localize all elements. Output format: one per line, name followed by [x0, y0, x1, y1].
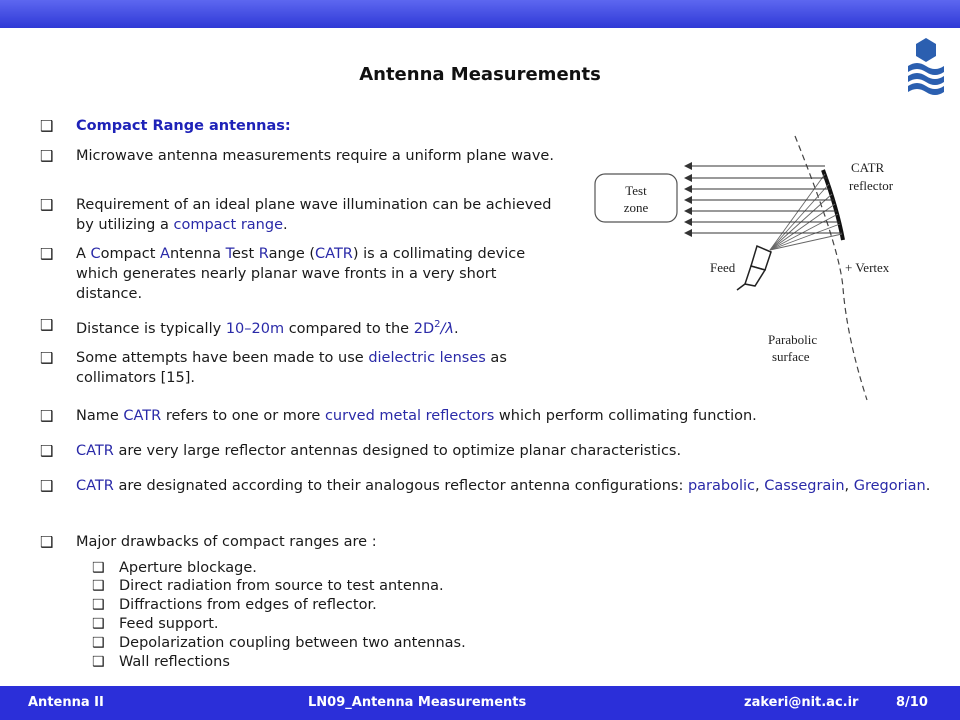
- top-banner: [0, 0, 960, 28]
- checkbox-square-icon: ❑: [40, 117, 54, 135]
- bullet-drawbacks: ❑ Major drawbacks of compact ranges are :: [40, 533, 377, 551]
- checkbox-square-icon: ❑: [40, 477, 54, 495]
- bullet-plane-wave: ❑ Microwave antenna measurements require a uniform plane wave.: [40, 147, 554, 165]
- checkbox-square-icon: ❑: [92, 578, 105, 594]
- catr-diagram: [585, 128, 905, 403]
- checkbox-square-icon: ❑: [92, 560, 105, 576]
- checkbox-square-icon: ❑: [40, 316, 54, 334]
- catr-reflector-label: reflector: [849, 178, 894, 193]
- checkbox-square-icon: ❑: [40, 196, 54, 214]
- plane-wave-arrows: [685, 166, 842, 233]
- surface-label: surface: [772, 349, 810, 364]
- checkbox-square-icon: ❑: [40, 147, 54, 165]
- checkbox-square-icon: ❑: [40, 533, 54, 551]
- checkbox-square-icon: ❑: [40, 442, 54, 460]
- test-zone-label: Test: [625, 183, 647, 198]
- bullet-catr-name: ❑ Name CATR refers to one or more curved metal reflectors which perform collimating function.: [40, 407, 757, 425]
- checkbox-square-icon: ❑: [92, 654, 105, 670]
- feed-horn-icon: [737, 246, 771, 290]
- bullet-catr-designated: ❑ CATR are designated according to their analogous reflector antenna configurations: parabolic, Cassegrain, Gregorian.: [40, 477, 931, 495]
- bullet-catr-definition: ❑ A Compact Antenna Test Range (CATR) is a collimating device which generates nearly planar wave fronts in a very short distance.: [40, 245, 526, 302]
- checkbox-square-icon: ❑: [40, 407, 54, 425]
- checkbox-square-icon: ❑: [92, 597, 105, 613]
- page-title: Antenna Measurements: [359, 64, 601, 85]
- university-logo: [904, 36, 948, 96]
- test-zone-label-2: zone: [623, 200, 649, 215]
- footer-email[interactable]: zakeri@nit.ac.ir: [744, 695, 859, 710]
- bullet-dielectric-lenses: ❑ Some attempts have been made to use dielectric lenses as collimators [15].: [40, 349, 507, 386]
- bullet-distance: ❑ Distance is typically 10–20m compared to the $2D^2/\lambda$.: [40, 316, 459, 337]
- checkbox-square-icon: ❑: [92, 616, 105, 632]
- checkbox-square-icon: ❑: [40, 349, 54, 367]
- footer-bar: [0, 686, 960, 720]
- bullet-catr-large: ❑ CATR are very large reflector antennas designed to optimize planar characteristics.: [40, 442, 682, 460]
- feed-rays: [770, 174, 842, 250]
- checkbox-square-icon: ❑: [92, 635, 105, 651]
- footer-lecture: LN09_Antenna Measurements: [308, 695, 527, 710]
- bullet-ideal-illumination: ❑ Requirement of an ideal plane wave illumination can be achieved by utilizing a compact range.: [40, 196, 552, 233]
- vertex-label: + Vertex: [845, 260, 890, 275]
- catr-label: CATR: [851, 160, 885, 175]
- parabolic-label: Parabolic: [768, 332, 818, 347]
- checkbox-square-icon: ❑: [40, 245, 54, 263]
- bullet-compact-range-heading: ❑ Compact Range antennas:: [40, 117, 291, 135]
- footer-page-number: 8/10: [896, 695, 928, 710]
- footer-course: Antenna II: [28, 695, 104, 710]
- feed-label: Feed: [710, 260, 736, 275]
